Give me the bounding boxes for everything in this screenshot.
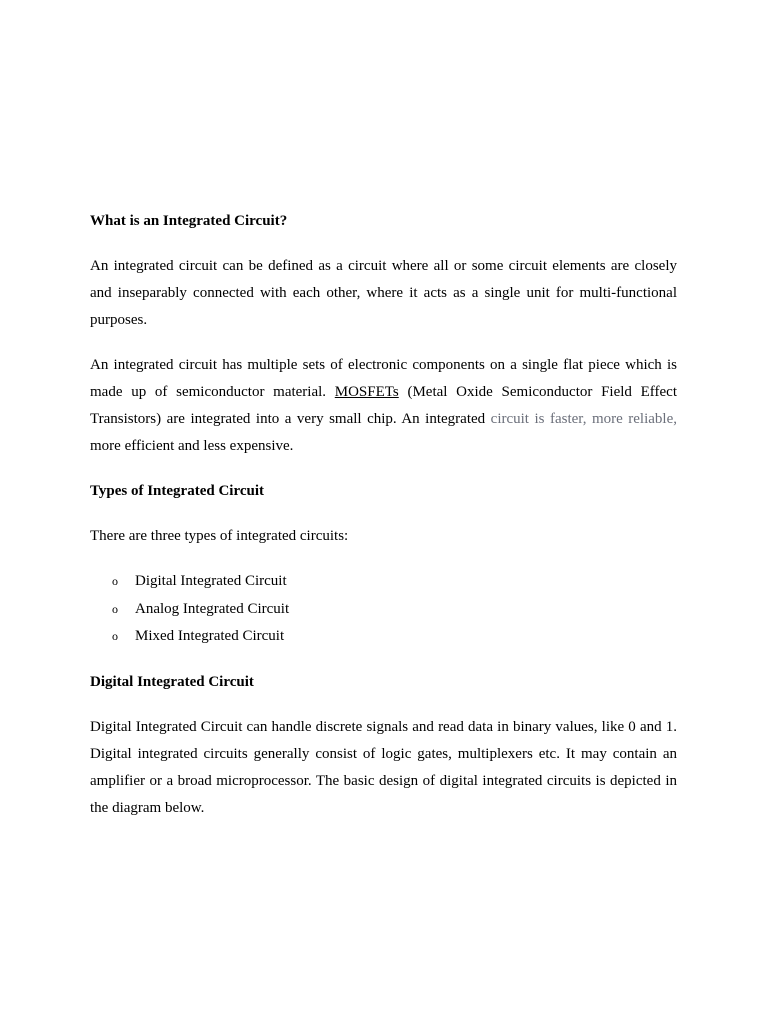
definition-paragraph: An integrated circuit can be defined as a circuit where all or some circuit elements are closely and inseparably connected with each other, where it acts as a single unit for multi-functional purposes. — [90, 258, 677, 328]
list-item — [90, 568, 677, 596]
list-item-label: Digital Integrated Circuit — [135, 573, 287, 589]
section-heading-what-is-ic: What is an Integrated Circuit? — [90, 213, 288, 229]
paragraph-text: more efficient and less expensive. — [90, 438, 294, 454]
highlighted-text: circuit is faster, more reliable, — [490, 411, 677, 427]
paragraph-text: An integrated circuit has multiple sets of electronic components on a single flat piece which is made up of semiconductor material. — [90, 357, 677, 400]
bullet-icon: o — [112, 601, 118, 616]
digital-ic-paragraph: Digital Integrated Circuit can handle discrete signals and read data in binary values, like 0 and 1. Digital integrated circuits generally consist of logic gates, multiplexers etc. It may contain an amplifier or a broad microprocessor. The basic design of digital integrated circuits is depicted in the diagram below. — [90, 718, 677, 816]
components-paragraph — [90, 352, 677, 460]
list-item — [90, 596, 677, 624]
bullet-icon: o — [112, 574, 118, 588]
section-heading-digital-ic: Digital Integrated Circuit — [90, 673, 254, 690]
types-list — [90, 568, 677, 651]
list-item-label: Analog Integrated Circuit — [135, 600, 290, 617]
paragraph-text: (Metal Oxide Semiconductor Field Effect Transistors) are integrated into a very small chip. An integrated — [90, 384, 677, 427]
bullet-icon: o — [112, 629, 118, 643]
list-item — [90, 623, 677, 651]
document-page — [90, 208, 677, 840]
mosfets-link[interactable]: MOSFETs — [334, 384, 399, 400]
section-heading-types: Types of Integrated Circuit — [90, 483, 265, 499]
types-intro: There are three types of integrated circuits: — [90, 528, 349, 544]
list-item-label: Mixed Integrated Circuit — [135, 628, 285, 644]
